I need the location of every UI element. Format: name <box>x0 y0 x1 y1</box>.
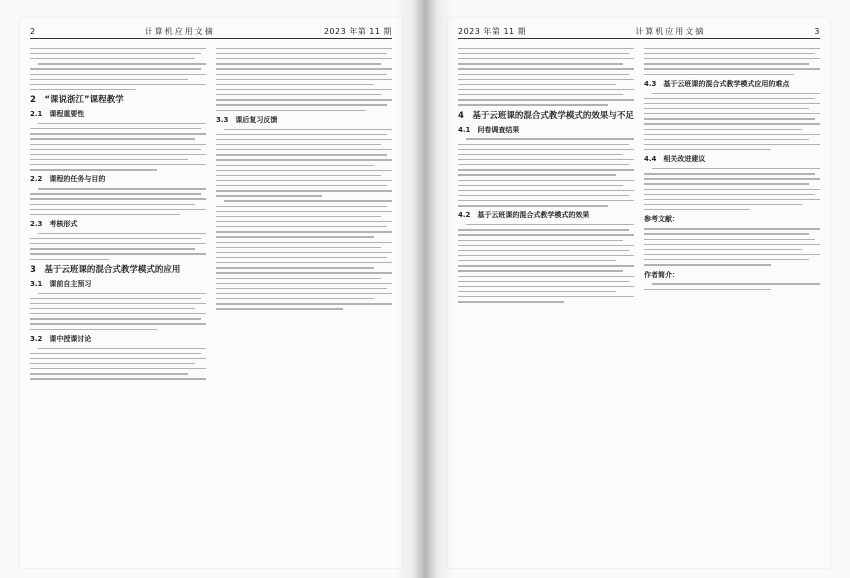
section-4-heading: 4 基于云班课的混合式教学模式的效果与不足 <box>458 110 634 121</box>
right-journal-title: 计算机应用文摘 <box>635 27 706 36</box>
left-col1-paragraph-a <box>30 48 206 90</box>
left-page <box>20 18 402 568</box>
section-4-2-heading: 4.2 基于云班课的混合式教学模式的效果 <box>458 211 590 220</box>
left-page-number: 2 <box>30 27 36 36</box>
right-issue: 2023 年第 11 期 <box>458 27 527 36</box>
author-info <box>644 283 820 289</box>
section-2-3-heading: 2.3 考核形式 <box>30 220 78 229</box>
left-column-2 <box>216 44 392 562</box>
right-column-2 <box>644 44 820 562</box>
section-2-heading: 2 “课说浙江”课程教学 <box>30 95 124 106</box>
right-page <box>448 18 830 568</box>
book-gutter-shadow <box>395 0 455 578</box>
right-page-number: 3 <box>814 27 820 36</box>
left-running-head <box>30 26 392 39</box>
section-3-heading: 3 基于云班课的混合式教学模式的应用 <box>30 264 181 275</box>
author-info-heading: 作者简介： <box>644 270 679 279</box>
left-column-1 <box>30 44 206 562</box>
section-3-1-heading: 3.1 课前自主预习 <box>30 279 92 288</box>
right-column-1 <box>458 44 634 562</box>
section-2-2-heading: 2.2 课程的任务与目的 <box>30 175 106 184</box>
section-3-3-heading: 3.3 课后复习反馈 <box>216 115 278 124</box>
section-4-4-heading: 4.4 相关改进建议 <box>644 155 706 164</box>
section-3-2-heading: 3.2 课中授课讨论 <box>30 334 92 343</box>
section-2-1-heading: 2.1 课程重要性 <box>30 110 85 119</box>
left-issue: 2023 年第 11 期 <box>323 27 392 36</box>
left-journal-title: 计算机应用文摘 <box>144 27 215 36</box>
references-list <box>644 228 820 265</box>
references-heading: 参考文献： <box>644 215 679 224</box>
section-4-1-heading: 4.1 问卷调查结果 <box>458 125 520 134</box>
section-4-3-heading: 4.3 基于云班课的混合式教学模式应用的难点 <box>644 79 790 88</box>
right-running-head <box>458 26 820 39</box>
